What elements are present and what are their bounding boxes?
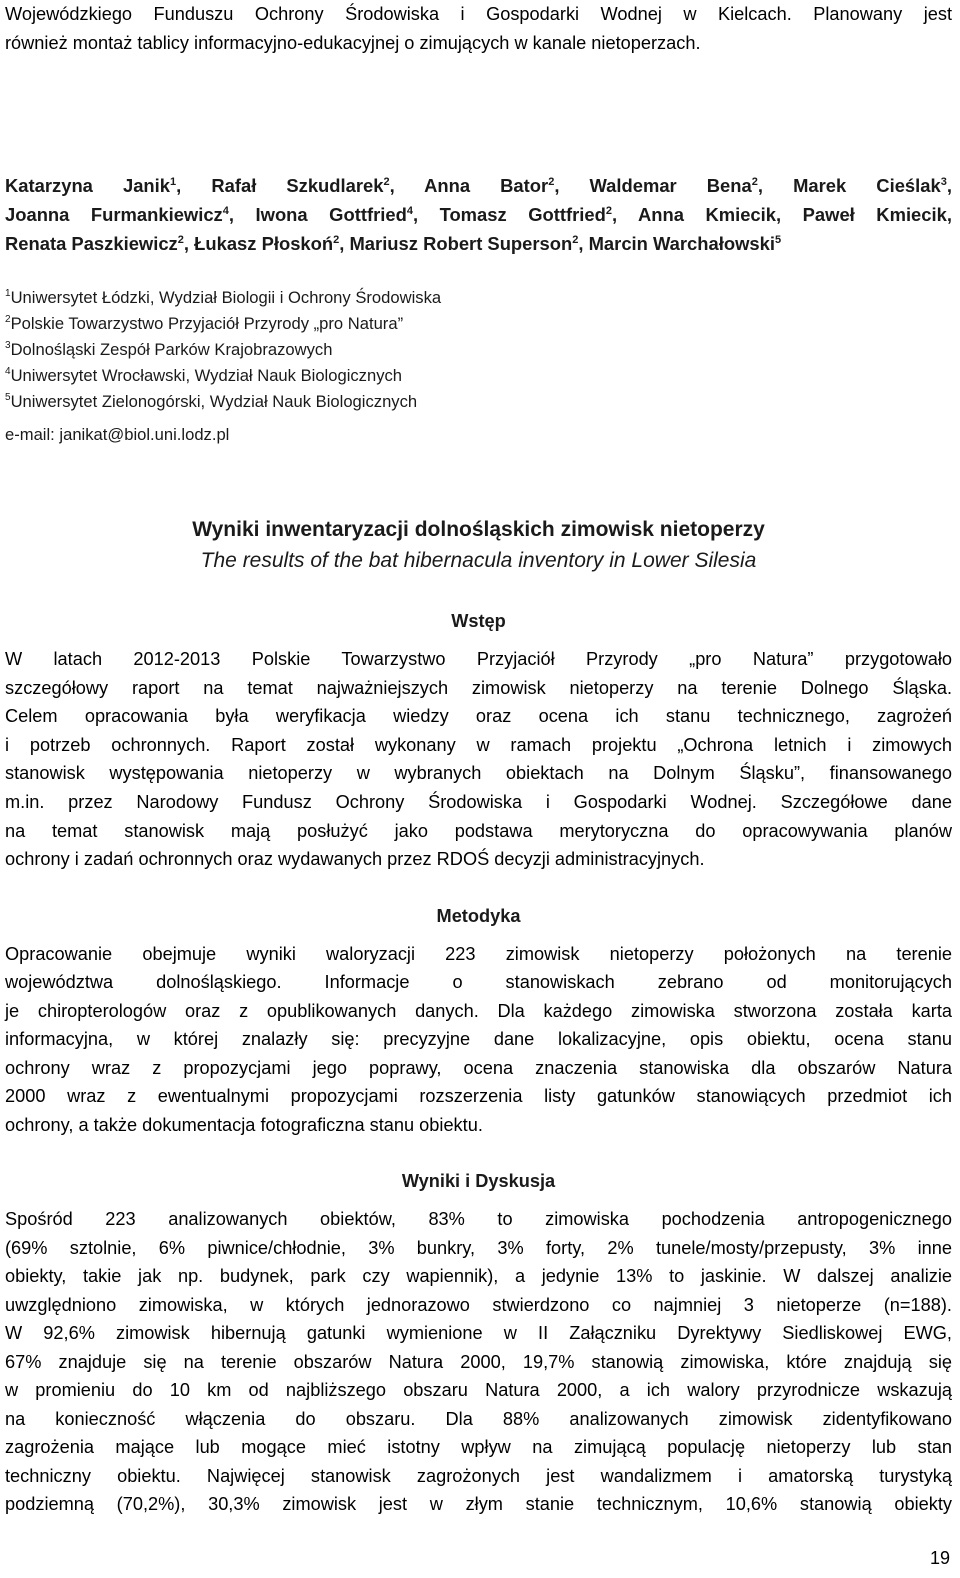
text-line: obiekty, takie jak np. budynek, park czy wapiennik), a jedynie 13% to jaskinie. W dalszej analizie xyxy=(5,1266,952,1286)
author-name: Renata Paszkiewicz xyxy=(5,233,178,254)
affiliation-text: Uniwersytet Łódzki, Wydział Biologii i Ochrony Środowiska xyxy=(10,288,442,307)
article-title: Wyniki inwentaryzacji dolnośląskich zimowisk nietoperzy xyxy=(192,518,765,541)
text-line: ochrony, a także dokumentacja fotograficzna stanu obiektu. xyxy=(5,1115,483,1135)
section-heading-introduction: Wstęp xyxy=(451,611,506,631)
page-number: 19 xyxy=(929,1548,950,1568)
author-affiliation-marker: 4 xyxy=(406,205,413,217)
author-name: Marcin Warchałowski xyxy=(588,233,775,254)
author-name: Tomasz Gottfried xyxy=(439,204,606,225)
text-line: w promieniu do 10 km od najbliższego obszaru Natura 2000, a ich walory przyrodnicze wskazują xyxy=(5,1380,952,1400)
author-separator: , xyxy=(339,233,350,254)
affiliation-item xyxy=(5,288,441,308)
text-line: uwzględniono zimowiska, w których jednorazowo stwierdzono co najmniej 3 nietoperze (n=188). xyxy=(5,1295,952,1315)
author-separator: , xyxy=(946,204,952,225)
affiliation-number: 5 xyxy=(5,392,11,403)
author-name: Waldemar Bena xyxy=(589,175,752,196)
affiliation-text: Uniwersytet Wrocławski, Wydział Nauk Biologicznych xyxy=(10,366,403,385)
author-affiliation-marker: 2 xyxy=(605,205,612,217)
author-name: Mariusz Robert Superson xyxy=(349,233,573,254)
author-affiliation-marker: 2 xyxy=(177,234,184,246)
author-affiliation-marker: 3 xyxy=(940,176,947,188)
author-name: Anna Kmiecik xyxy=(637,204,776,225)
text-line: je chiropterologów oraz z opublikowanych danych. Dla każdego zimowiska stworzona została karta xyxy=(5,1001,952,1021)
text-line: W 92,6% zimowisk hibernują gatunki wymienione w II Załączniku Dyrektywy Siedliskowej EWG, xyxy=(5,1323,952,1343)
text-line: na konieczność włączenia do obszaru. Dla 88% analizowanych zimowisk zidentyfikowano xyxy=(5,1409,952,1429)
text-line: Opracowanie obejmuje wyniki waloryzacji 223 zimowisk nietoperzy położonych na terenie xyxy=(5,944,952,964)
author-affiliation-marker: 2 xyxy=(383,176,390,188)
affiliation-item xyxy=(5,392,417,412)
affiliation-item xyxy=(5,314,403,334)
author-name: Joanna Furmankiewicz xyxy=(5,204,223,225)
text-line: ochrony wraz z propozycjami jego poprawy, ocena znaczenia stanowiska dla obszarów Natura xyxy=(5,1058,952,1078)
author-separator: , xyxy=(611,204,638,225)
author-separator: , xyxy=(946,175,952,196)
author-separator: , xyxy=(412,204,440,225)
author-affiliation-marker: 2 xyxy=(333,234,340,246)
affiliation-number: 3 xyxy=(5,340,11,351)
author-affiliation-marker: 2 xyxy=(548,176,555,188)
author-name: Rafał Szkudlarek xyxy=(211,175,384,196)
author-name: Anna Bator xyxy=(424,175,549,196)
affiliation-text: Dolnośląski Zespół Parków Krajobrazowych xyxy=(10,340,333,359)
text-line: zagrożenia mające lub mogące mieć istotny wpływ na zimującą populację nietoperzy lub stan xyxy=(5,1437,952,1457)
text-line: W latach 2012-2013 Polskie Towarzystwo Przyjaciół Przyrody „pro Natura” przygotowało xyxy=(5,649,952,669)
text-line: Spośród 223 analizowanych obiektów, 83% to zimowiska pochodzenia antropogenicznego xyxy=(5,1209,952,1229)
text-line: m.in. przez Narodowy Fundusz Ochrony Środowiska i Gospodarki Wodnej. Szczegółowe dane xyxy=(5,792,952,812)
affiliation-item xyxy=(5,366,402,386)
affiliation-text: Polskie Towarzystwo Przyjaciół Przyrody „pro Natura” xyxy=(10,314,404,333)
author-separator: , xyxy=(554,175,590,196)
text-line: techniczny obiektu. Najwięcej stanowisk zagrożonych jest wandalizmem i amatorską turystyką xyxy=(5,1466,952,1486)
author-affiliation-marker: 5 xyxy=(774,234,782,246)
text-line: szczegółowy raport na temat najważniejszych zimowisk nietoperzy na terenie Dolnego Śląska. xyxy=(5,678,952,698)
text-line: województwa dolnośląskiego. Informacje o stanowiskach zebrano od monitorujących xyxy=(5,972,952,992)
affiliation-number: 2 xyxy=(5,314,11,325)
text-line: i potrzeb ochronnych. Raport został wykonany w ramach projektu „Ochrona letnich i zimowych xyxy=(5,735,952,755)
text-line: również montaż tablicy informacyjno-edukacyjnej o zimujących w kanale nietoperzach. xyxy=(5,33,701,53)
author-affiliation-marker: 2 xyxy=(572,234,579,246)
author-name: Łukasz Płoskoń xyxy=(194,233,334,254)
text-line: Wojewódzkiego Funduszu Ochrony Środowiska i Gospodarki Wodnej w Kielcach. Planowany jest xyxy=(5,4,952,24)
article-title-english: The results of the bat hibernacula inventory in Lower Silesia xyxy=(200,549,757,572)
affiliation-number: 4 xyxy=(5,366,11,377)
author-separator: , xyxy=(228,204,256,225)
contact-email: e-mail: janikat@biol.uni.lodz.pl xyxy=(5,425,230,444)
author-separator: , xyxy=(578,233,589,254)
text-line: Celem opracowania była weryfikacja wiedzy oraz ocena ich stanu technicznego, zagrożeń xyxy=(5,706,952,726)
section-heading-methods: Metodyka xyxy=(436,906,521,926)
author-separator: , xyxy=(776,204,803,225)
author-affiliation-marker: 4 xyxy=(222,205,229,217)
text-line: 67% znajduje się na terenie obszarów Natura 2000, 19,7% stanowią zimowiska, które znajdują się xyxy=(5,1352,952,1372)
affiliation-text: Uniwersytet Zielonogórski, Wydział Nauk Biologicznych xyxy=(10,392,418,411)
author-line xyxy=(5,175,952,197)
text-line: na temat stanowisk mają posłużyć jako podstawa merytoryczna do opracowywania planów xyxy=(5,821,952,841)
author-separator: , xyxy=(183,233,195,254)
author-name: Katarzyna Janik xyxy=(5,175,171,196)
author-name: Marek Cieślak xyxy=(793,175,941,196)
text-line: stanowisk występowania nietoperzy w wybranych obiektach na Dolnym Śląsku”, finansowanego xyxy=(5,763,952,783)
author-line xyxy=(5,204,952,226)
author-separator: , xyxy=(757,175,794,196)
affiliation-number: 1 xyxy=(5,288,11,299)
author-affiliation-marker: 2 xyxy=(751,176,758,188)
text-line: 2000 wraz z ewentualnymi propozycjami rozszerzenia listy gatunków stanowiących przedmiot ich xyxy=(5,1086,952,1106)
author-affiliation-marker: 1 xyxy=(170,176,177,188)
text-line: ochrony i zadań ochronnych oraz wydawanych przez RDOŚ decyzji administracyjnych. xyxy=(5,849,705,869)
text-line: podziemną (70,2%), 30,3% zimowisk jest w złym stanie technicznym, 10,6% stanowią obiekty xyxy=(5,1494,952,1514)
author-separator: , xyxy=(176,175,212,196)
author-separator: , xyxy=(389,175,425,196)
author-name: Iwona Gottfried xyxy=(255,204,407,225)
author-line xyxy=(5,233,952,255)
affiliation-item xyxy=(5,340,332,360)
text-line: (69% sztolnie, 6% piwnice/chłodnie, 3% bunkry, 3% forty, 2% tunele/mosty/przepusty, 3% inne xyxy=(5,1238,952,1258)
author-name: Paweł Kmiecik xyxy=(802,204,947,225)
text-line: informacyjna, w której znalazły się: precyzyjne dane lokalizacyjne, opis obiektu, ocena stanu xyxy=(5,1029,952,1049)
section-heading-results: Wyniki i Dyskusja xyxy=(401,1171,556,1191)
